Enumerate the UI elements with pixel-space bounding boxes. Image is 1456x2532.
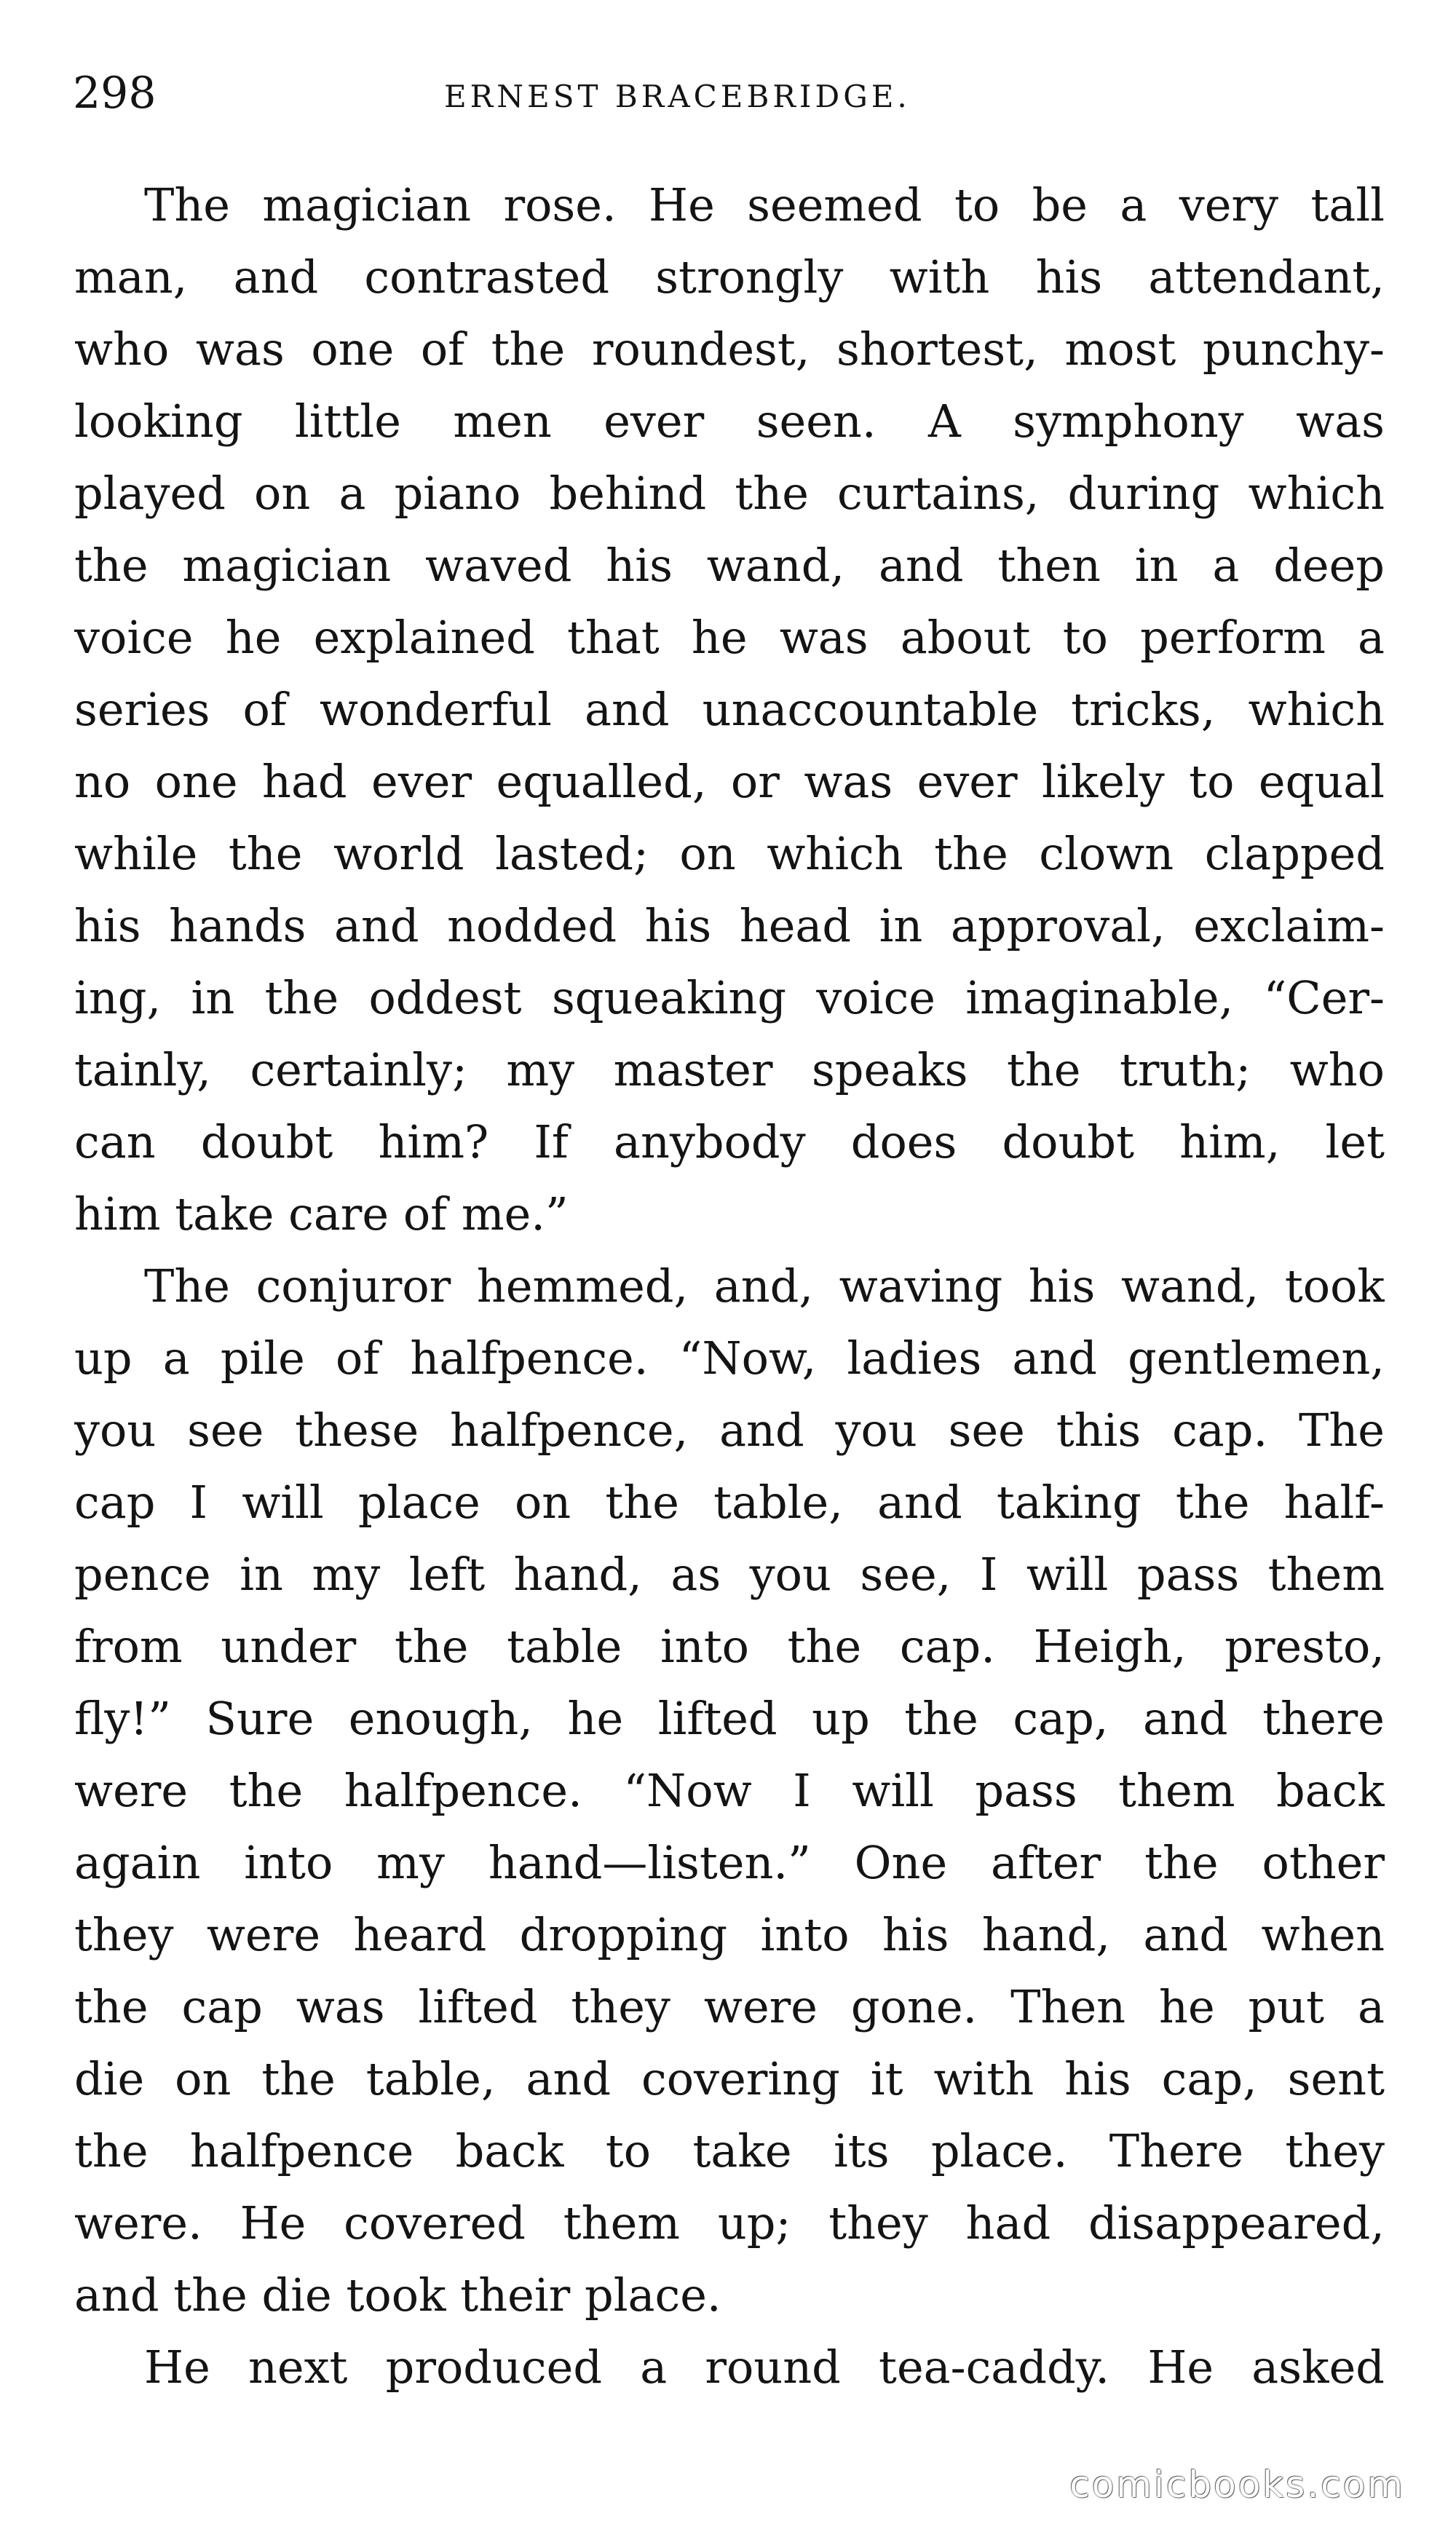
text-line: tainly, certainly; my master speaks the truth; who bbox=[74, 1043, 1385, 1096]
text-line: He next produced a round tea-caddy. He asked bbox=[144, 2341, 1385, 2394]
text-line: played on a piano behind the curtains, during which bbox=[74, 467, 1385, 520]
text-line: the cap was lifted they were gone. Then he put a bbox=[74, 1980, 1385, 2033]
text-line: were the halfpence. “Now I will pass them back bbox=[74, 1764, 1385, 1817]
text-line: The magician rose. He seemed to be a very tall bbox=[144, 178, 1385, 232]
text-line: him take care of me.” bbox=[74, 1187, 569, 1241]
text-line: while the world lasted; on which the clown clapped bbox=[74, 827, 1385, 880]
text-line: from under the table into the cap. Heigh, presto, bbox=[74, 1620, 1385, 1673]
page-number: 298 bbox=[73, 68, 157, 119]
text-line: up a pile of halfpence. “Now, ladies and gentlemen, bbox=[74, 1332, 1385, 1385]
text-line: can doubt him? If anybody does doubt him, let bbox=[74, 1115, 1385, 1168]
page-header bbox=[73, 64, 1383, 130]
text-line: fly!” Sure enough, he lifted up the cap, and there bbox=[74, 1692, 1385, 1745]
text-line: series of wonderful and unaccountable tricks, which bbox=[74, 683, 1385, 736]
text-line: no one had ever equalled, or was ever likely to equal bbox=[74, 755, 1385, 808]
text-line: the halfpence back to take its place. There they bbox=[74, 2124, 1385, 2177]
text-line: again into my hand—listen.” One after the other bbox=[74, 1836, 1385, 1889]
text-line: his hands and nodded his head in approval, exclaim- bbox=[74, 899, 1385, 952]
text-line: they were heard dropping into his hand, and when bbox=[74, 1908, 1385, 1961]
body-text bbox=[74, 169, 1385, 2403]
text-line: and the die took their place. bbox=[74, 2268, 721, 2322]
text-line: were. He covered them up; they had disappeared, bbox=[74, 2196, 1385, 2250]
text-line: you see these halfpence, and you see this cap. The bbox=[74, 1404, 1385, 1457]
text-line: man, and contrasted strongly with his attendant, bbox=[74, 250, 1385, 304]
text-line: pence in my left hand, as you see, I will pass them bbox=[74, 1548, 1385, 1601]
text-line: voice he explained that he was about to perform a bbox=[74, 611, 1385, 664]
text-line: who was one of the roundest, shortest, most punchy- bbox=[74, 323, 1385, 376]
text-line: The conjuror hemmed, and, waving his wand, took bbox=[144, 1259, 1385, 1313]
text-line: the magician waved his wand, and then in a deep bbox=[74, 539, 1385, 592]
text-line: ing, in the oddest squeaking voice imaginable, “Cer- bbox=[74, 971, 1385, 1024]
watermark: comicbooks.com bbox=[1069, 2464, 1405, 2506]
text-line: cap I will place on the table, and taking the half- bbox=[74, 1476, 1385, 1529]
running-head: ERNEST BRACEBRIDGE. bbox=[444, 79, 911, 114]
text-line: looking little men ever seen. A symphony was bbox=[74, 395, 1385, 448]
text-line: die on the table, and covering it with his cap, sent bbox=[74, 2052, 1385, 2105]
